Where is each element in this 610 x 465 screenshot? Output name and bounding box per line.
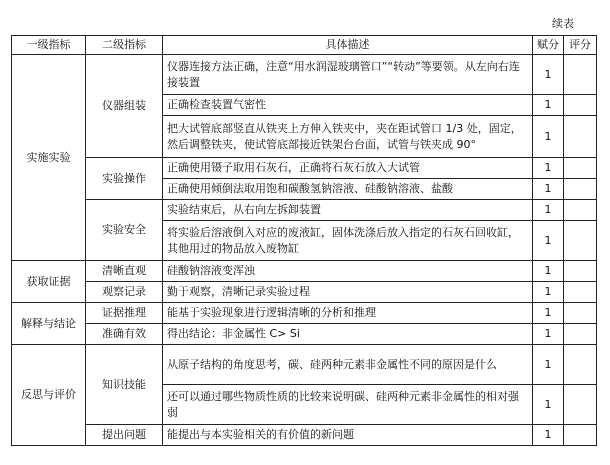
description-cell: 正确使用镊子取用石灰石，正确将石灰石放入大试管	[163, 158, 533, 179]
level1-cell: 反思与评价	[12, 345, 86, 446]
score-cell: 1	[533, 324, 564, 345]
rating-cell	[564, 221, 597, 261]
table-row	[12, 282, 597, 303]
score-cell: 1	[533, 200, 564, 221]
rating-cell	[564, 158, 597, 179]
level2-cell: 准确有效	[86, 324, 163, 345]
description-cell: 仪器连接方法正确，注意“用水润湿玻璃管口”“转动”等要领。从左向右连接装置	[163, 55, 533, 95]
table-row	[12, 200, 597, 221]
rating-cell	[564, 95, 597, 116]
level2-cell: 证据推理	[86, 303, 163, 324]
score-cell: 1	[533, 282, 564, 303]
description-cell: 勤于观察，清晰记录实验过程	[163, 282, 533, 303]
description-cell: 能基于实验现象进行逻辑清晰的分析和推理	[163, 303, 533, 324]
rating-cell	[564, 345, 597, 385]
level2-cell: 提出问题	[86, 425, 163, 446]
header-description: 具体描述	[163, 36, 533, 55]
description-cell: 实验结束后，从右向左拆卸装置	[163, 200, 533, 221]
score-cell: 1	[533, 95, 564, 116]
rating-cell	[564, 200, 597, 221]
level2-cell: 实验操作	[86, 158, 163, 200]
level2-cell: 清晰直观	[86, 261, 163, 282]
score-cell: 1	[533, 158, 564, 179]
table-row	[12, 55, 597, 95]
score-cell: 1	[533, 303, 564, 324]
description-cell: 把大试管底部竖直从铁夹上方伸入铁夹中，夹在距试管口 1/3 处，固定，然后调整铁夹，使试管底部接近铁架台台面，试管与铁夹成 90°	[163, 116, 533, 158]
table-row	[12, 303, 597, 324]
header-level2: 二级指标	[86, 36, 163, 55]
score-cell: 1	[533, 261, 564, 282]
description-cell: 硅酸钠溶液变浑浊	[163, 261, 533, 282]
level2-cell: 观察记录	[86, 282, 163, 303]
table-row	[12, 345, 597, 385]
evaluation-table	[11, 35, 597, 446]
description-cell: 从原子结构的角度思考，碳、硅两种元素非金属性不同的原因是什么	[163, 345, 533, 385]
rating-cell	[564, 385, 597, 425]
table-row	[12, 324, 597, 345]
rating-cell	[564, 425, 597, 446]
level2-cell: 知识技能	[86, 345, 163, 425]
rating-cell	[564, 116, 597, 158]
rating-cell	[564, 303, 597, 324]
level1-cell: 解释与结论	[12, 303, 86, 345]
description-cell: 还可以通过哪些物质性质的比较来说明碳、硅两种元素非金属性的相对强弱	[163, 385, 533, 425]
description-cell: 正确使用倾倒法取用饱和碳酸氢钠溶液、硅酸钠溶液、盐酸	[163, 179, 533, 200]
header-rating: 评分	[564, 36, 597, 55]
rating-cell	[564, 55, 597, 95]
score-cell: 1	[533, 425, 564, 446]
level1-cell: 获取证据	[12, 261, 86, 303]
table-row	[12, 158, 597, 179]
table-row	[12, 425, 597, 446]
header-level1: 一级指标	[12, 36, 86, 55]
score-cell: 1	[533, 385, 564, 425]
rating-cell	[564, 324, 597, 345]
score-cell: 1	[533, 55, 564, 95]
description-cell: 将实验后溶液倒入对应的废液缸，固体洗涤后放入指定的石灰石回收缸，其他用过的物品放入废物缸	[163, 221, 533, 261]
rating-cell	[564, 282, 597, 303]
score-cell: 1	[533, 179, 564, 200]
description-cell: 得出结论：非金属性 C> Si	[163, 324, 533, 345]
rating-cell	[564, 261, 597, 282]
table-row	[12, 261, 597, 282]
level2-cell: 实验安全	[86, 200, 163, 261]
description-cell: 正确检查装置气密性	[163, 95, 533, 116]
score-cell: 1	[533, 116, 564, 158]
score-cell: 1	[533, 345, 564, 385]
description-cell: 能提出与本实验相关的有价值的新问题	[163, 425, 533, 446]
level2-cell: 仪器组装	[86, 55, 163, 158]
table-caption: 续表	[552, 17, 574, 30]
header-score: 赋分	[533, 36, 564, 55]
score-cell: 1	[533, 221, 564, 261]
header-row	[12, 36, 597, 55]
level1-cell: 实施实验	[12, 55, 86, 261]
rating-cell	[564, 179, 597, 200]
